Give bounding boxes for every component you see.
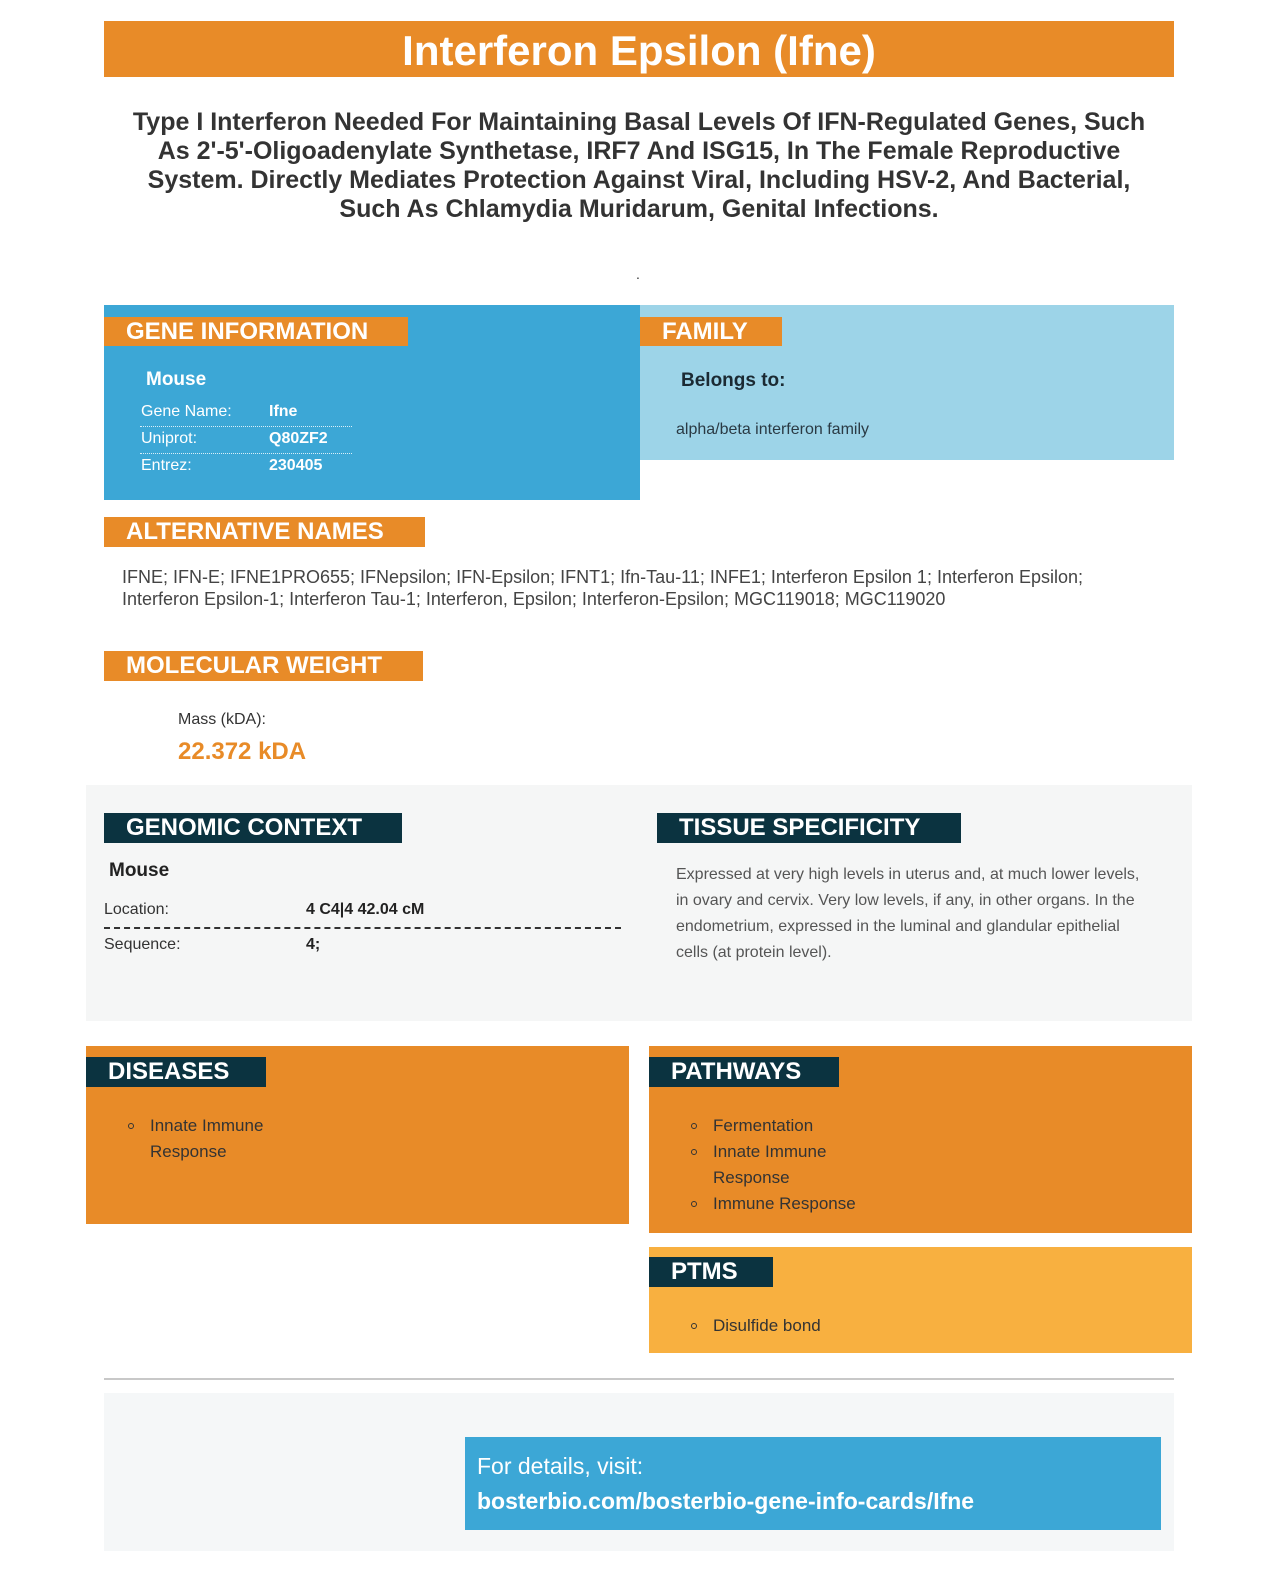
genomic-context-heading: GENOMIC CONTEXT xyxy=(104,813,402,843)
list-item: Fermentation xyxy=(687,1113,887,1139)
uniprot-value: Q80ZF2 xyxy=(269,430,328,447)
gene-information-heading: GENE INFORMATION xyxy=(104,317,408,346)
tissue-specificity-heading: TISSUE SPECIFICITY xyxy=(657,813,961,843)
gene-row-divider xyxy=(140,453,352,454)
mass-label: Mass (kDA): xyxy=(178,711,266,728)
diseases-heading: DISEASES xyxy=(86,1057,266,1087)
alternative-names-text: IFNE; IFN-E; IFNE1PRO655; IFNepsilon; IFN-Epsilon; IFNT1; Ifn-Tau-11; INFE1; Interferon Epsilon 1; Interferon Epsilon; Interferon Epsilon-1; Interferon Tau-1; Interferon, Epsilon; Interferon-Epsilon; MGC119018; MGC119020 xyxy=(122,567,1084,609)
location-divider xyxy=(104,927,621,929)
details-link[interactable]: bosterbio.com/bosterbio-gene-info-cards/Ifne xyxy=(477,1488,975,1514)
gene-summary: Type I Interferon Needed For Maintaining Basal Levels Of IFN-Regulated Genes, Such As 2'-5'-Oligoadenylate Synthetase, IRF7 And ISG15, In The Female Reproductive System. Directly Mediates Protection Against Viral, Including HSV-2, And Bacterial, Such As Chlamydia Muridarum, Genital Infections. xyxy=(132,108,1146,223)
mass-value: 22.372 kDA xyxy=(178,738,307,765)
sequence-value: 4; xyxy=(306,936,321,953)
list-item: Immune Response xyxy=(687,1191,887,1217)
list-item: Innate Immune Response xyxy=(687,1139,833,1191)
ptms-heading: PTMS xyxy=(649,1257,773,1287)
entrez-label: Entrez: xyxy=(141,457,192,474)
molecular-weight-heading: MOLECULAR WEIGHT xyxy=(104,651,423,681)
pathways-list xyxy=(687,1113,887,1217)
gene-name-label: Gene Name: xyxy=(141,403,232,420)
footer-divider xyxy=(104,1378,1174,1380)
genomic-organism: Mouse xyxy=(109,860,170,881)
alternative-names-heading: ALTERNATIVE NAMES xyxy=(104,517,425,547)
diseases-list xyxy=(124,1113,294,1165)
list-item: Innate Immune Response xyxy=(124,1113,294,1165)
gene-row-divider xyxy=(140,426,352,427)
separator-dot: . xyxy=(636,266,640,282)
uniprot-label: Uniprot: xyxy=(141,430,198,447)
location-label: Location: xyxy=(104,901,169,918)
tissue-specificity-text: Expressed at very high levels in uterus and, at much lower levels, in ovary and cervix. Very low levels, if any, in other organs. In the endometrium, expressed in the luminal and glandular epithelial cells (at protein level). xyxy=(676,866,1140,961)
entrez-value: 230405 xyxy=(269,457,323,474)
list-item: Disulfide bond xyxy=(687,1313,887,1339)
page-title: Interferon Epsilon (Ifne) xyxy=(104,21,1174,77)
pathways-heading: PATHWAYS xyxy=(649,1057,839,1087)
family-heading: FAMILY xyxy=(640,317,782,346)
ptms-list xyxy=(687,1313,887,1339)
details-label: For details, visit: xyxy=(477,1453,644,1479)
location-value: 4 C4|4 42.04 cM xyxy=(306,901,425,918)
family-belongs-label: Belongs to: xyxy=(681,370,786,391)
sequence-label: Sequence: xyxy=(104,936,181,953)
gene-organism: Mouse xyxy=(146,369,207,390)
gene-name-value: Ifne xyxy=(269,403,298,420)
family-value: alpha/beta interferon family xyxy=(676,421,869,438)
details-box xyxy=(465,1437,1161,1530)
